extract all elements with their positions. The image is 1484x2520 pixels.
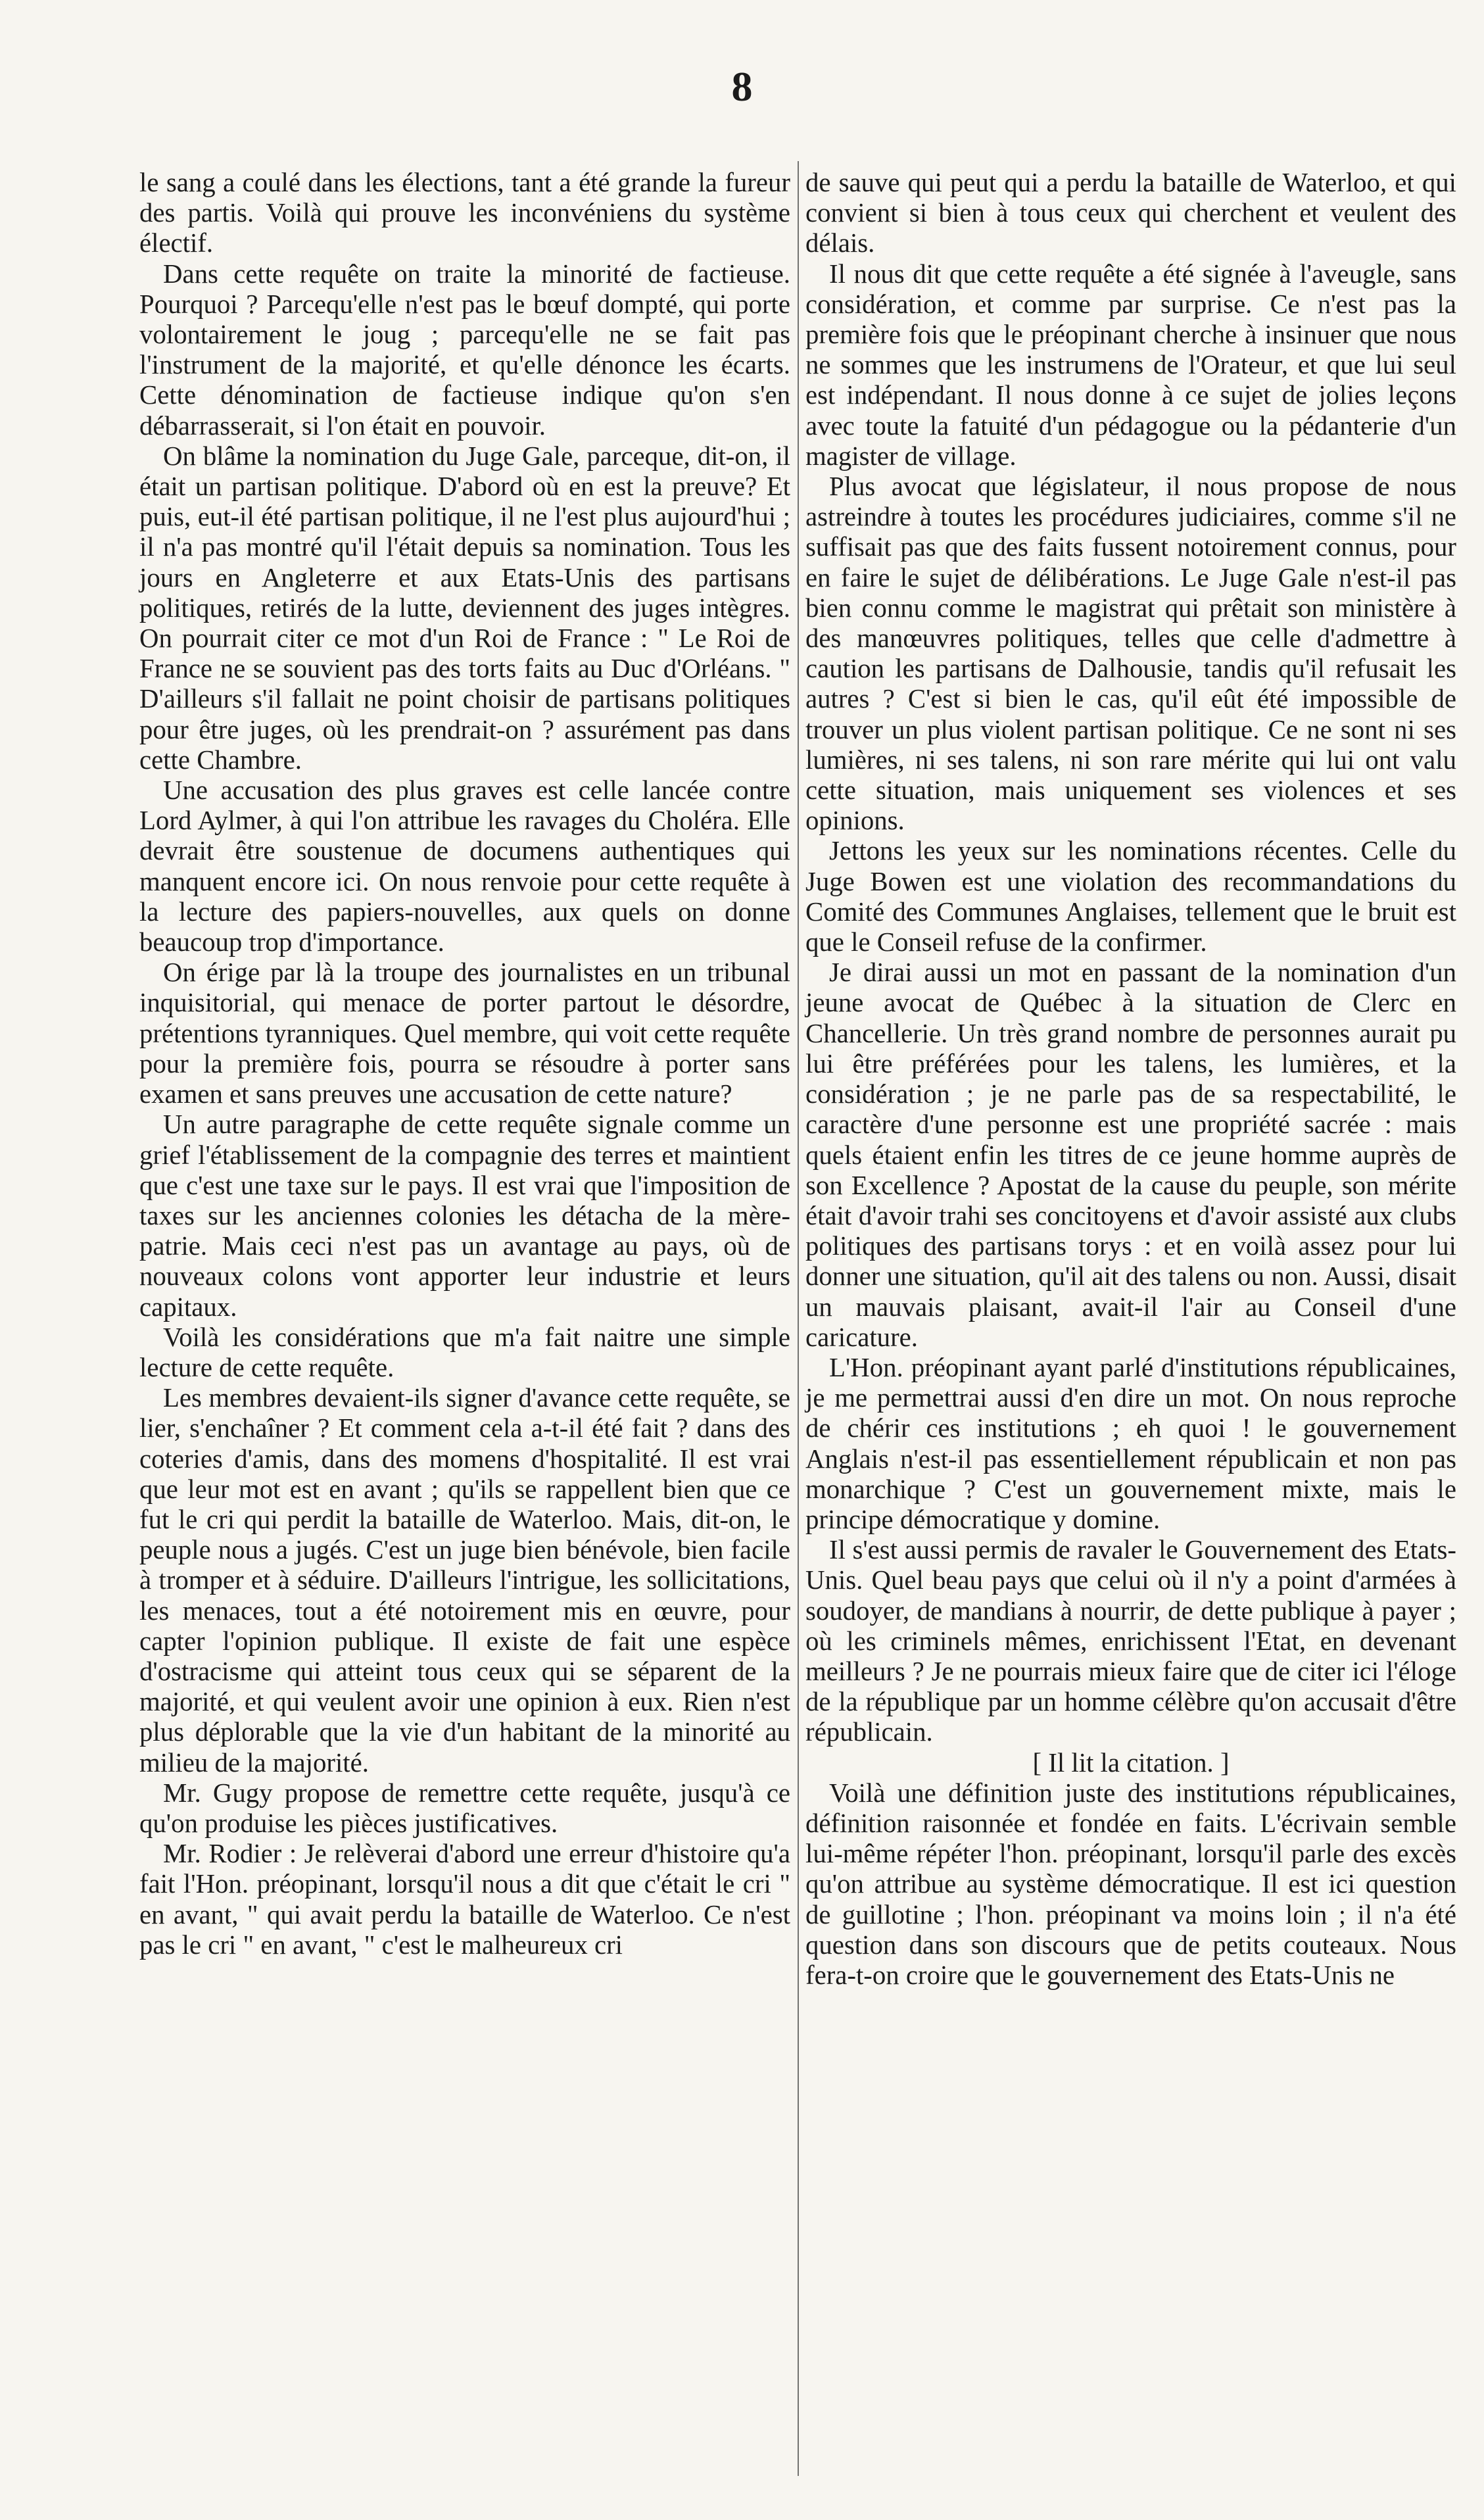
paragraph: Une accusation des plus graves est celle lancée contre Lord Aylmer, à qui l'on attribue les ravages du Choléra. Elle devrait être soustenue de documens authentiques qui manquent encore ici. On nous renvoie pour cette requête à la lecture des papiers-nouvelles, aux quels on donne beaucoup trop d'importance. — [139, 775, 790, 957]
left-column — [139, 168, 790, 1960]
paragraph: Je dirai aussi un mot en passant de la nomination d'un jeune avocat de Québec à la situation de Clerc en Chancellerie. Un très grand nombre de personnes aurait pu lui être préférées pour les talens, les lumières, et la considération ; je ne parle pas de sa respectabilité, le caractère d'une personne est une propriété sacrée : mais quels étaient enfin les titres de ce jeune homme auprès de son Excellence ? Apostat de la cause du peuple, son mérite était d'avoir trahi ses concitoyens et d'avoir assisté aux clubs politiques des partisans torys : et en voilà assez pour lui donner une situation, qu'il ait des talens ou non. Aussi, disait un mauvais plaisant, avait-il l'air au Conseil d'une caricature. — [805, 957, 1456, 1352]
paragraph: Voilà les considérations que m'a fait naitre une simple lecture de cette requête. — [139, 1322, 790, 1382]
paragraph: Mr. Gugy propose de remettre cette requête, jusqu'à ce qu'on produise les pièces justificatives. — [139, 1778, 790, 1838]
paragraph: On blâme la nomination du Juge Gale, parceque, dit-on, il était un partisan politique. D'abord où en est la preuve? Et puis, eut-il été partisan politique, il ne l'est plus aujourd'hui ; il n'a pas montré qu'il l'était depuis sa nomination. Tous les jours en Angleterre et aux Etats-Unis des partisans politiques, retirés de la lutte, deviennent des juges intègres. On pourrait citer ce mot d'un Roi de France : " Le Roi de France ne se souvient pas des torts faits au Duc d'Orléans. " D'ailleurs s'il fallait ne point choisir de partisans politiques pour être juges, où les prendrait-on ? assurément pas dans cette Chambre. — [139, 441, 790, 775]
paragraph: Les membres devaient-ils signer d'avance cette requête, se lier, s'enchaîner ? Et comment cela a-t-il été fait ? dans des coteries d'amis, dans des momens d'hospitalité. Il est vrai que leur mot est en avant ; qu'ils se rappellent bien que ce fut le cri qui perdit la bataille de Waterloo. Mais, dit-on, le peuple nous a jugés. C'est un juge bien bénévole, bien facile à tromper et à séduire. D'ailleurs l'intrigue, les sollicitations, les menaces, tout a été notoirement mis en œuvre, pour capter l'opinion publique. Il existe de fait une espèce d'ostracisme qui atteint tous ceux qui se séparent de la majorité, et qui veulent avoir une opinion à eux. Rien n'est plus déplorable que la vie d'un habitant de la minorité au milieu de la majorité. — [139, 1383, 790, 1778]
paragraph: Il s'est aussi permis de ravaler le Gouvernement des Etats-Unis. Quel beau pays que celui où il n'y a point d'armées à soudoyer, de mandians à nourrir, de dette publique à payer ; où les criminels mêmes, enrichissent l'Etat, en devenant meilleurs ? Je ne pourrais mieux faire que de citer ici l'éloge de la république par un homme célèbre qu'on accusait d'être républicain. — [805, 1535, 1456, 1747]
column-divider — [798, 161, 799, 2476]
paragraph: Dans cette requête on traite la minorité de factieuse. Pourquoi ? Parcequ'elle n'est pas le bœuf dompté, qui porte volontairement le joug ; parcequ'elle ne se fait pas l'instrument de la majorité, et qu'elle dénonce les écarts. Cette dénomination de factieuse indique qu'on s'en débarrasserait, si l'on était en pouvoir. — [139, 258, 790, 441]
paragraph: Voilà une définition juste des institutions républicaines, définition raisonnée et fondée en faits. L'écrivain semble lui-même répéter l'hon. préopinant, lorsqu'il parle des excès qu'on attribue au système démocratique. Il est ici question de guillotine ; l'hon. préopinant va moins loin ; il n'a été question dans son discours que de petits couteaux. Nous fera-t-on croire que le gouvernement des Etats-Unis ne — [805, 1778, 1456, 1990]
paragraph: Jettons les yeux sur les nominations récentes. Celle du Juge Bowen est une violation des recommandations du Comité des Communes Anglaises, tellement que le bruit est que le Conseil refuse de la confirmer. — [805, 836, 1456, 957]
paragraph: Plus avocat que législateur, il nous propose de nous astreindre à toutes les procédures judiciaires, comme s'il ne suffisait pas que des faits fussent notoirement connus, pour en faire le sujet de délibérations. Le Juge Gale n'est-il pas bien connu comme le magistrat qui prêtait son ministère à des manœuvres politiques, telles que celle d'admettre à caution les partisans de Dalhousie, tandis qu'il refusait les autres ? C'est si bien le cas, qu'il eût été impossible de trouver un plus violent partisan politique. Ce ne sont ni ses lumières, ni ses talens, ni son rare mérite qui lui ont valu cette situation, mais uniquement ses violences et ses opinions. — [805, 472, 1456, 836]
paragraph: le sang a coulé dans les élections, tant a été grande la fureur des partis. Voilà qui prouve les inconvéniens du système électif. — [139, 168, 790, 258]
paragraph: On érige par là la troupe des journalistes en un tribunal inquisitorial, qui menace de porter partout le désordre, prétentions tyranniques. Quel membre, qui voit cette requête pour la première fois, pourra se résoudre à porter sans examen et sans preuves une accusation de cette nature? — [139, 957, 790, 1109]
paragraph: L'Hon. préopinant ayant parlé d'institutions républicaines, je me permettrai aussi d'en dire un mot. On nous reproche de chérir ces institutions ; eh quoi ! le gouvernement Anglais n'est-il pas essentiellement républicain et non pas monarchique ? C'est un gouvernement mixte, mais le principe démocratique y domine. — [805, 1352, 1456, 1534]
paragraph: Il nous dit que cette requête a été signée à l'aveugle, sans considération, et comme par surprise. Ce n'est pas la première fois que le préopinant cherche à insinuer que nous ne sommes que les instrumens de l'Orateur, et que lui seul est indépendant. Il nous donne à ce sujet de jolies leçons avec toute la fatuité d'un pédagogue ou la pédanterie d'un magister de village. — [805, 258, 1456, 471]
right-column — [805, 168, 1456, 1991]
paragraph: Mr. Rodier : Je relèverai d'abord une erreur d'histoire qu'a fait l'Hon. préopinant, lorsqu'il nous a dit que c'était le cri " en avant, " qui avait perdu la bataille de Waterloo. Ce n'est pas le cri " en avant, " c'est le malheureux cri — [139, 1839, 790, 1960]
paragraph: Un autre paragraphe de cette requête signale comme un grief l'établissement de la compagnie des terres et maintient que c'est une taxe sur le pays. Il est vrai que l'imposition de taxes sur les anciennes colonies les détacha de la mère-patrie. Mais ceci n'est pas un avantage au pays, où de nouveaux colons vont apporter leur industrie et leurs capitaux. — [139, 1109, 790, 1322]
page-number: 8 — [731, 63, 753, 110]
paragraph: de sauve qui peut qui a perdu la bataille de Waterloo, et qui convient si bien à tous ceux qui cherchent et veulent des délais. — [805, 168, 1456, 258]
stage-direction: [ Il lit la citation. ] — [1032, 1747, 1230, 1778]
